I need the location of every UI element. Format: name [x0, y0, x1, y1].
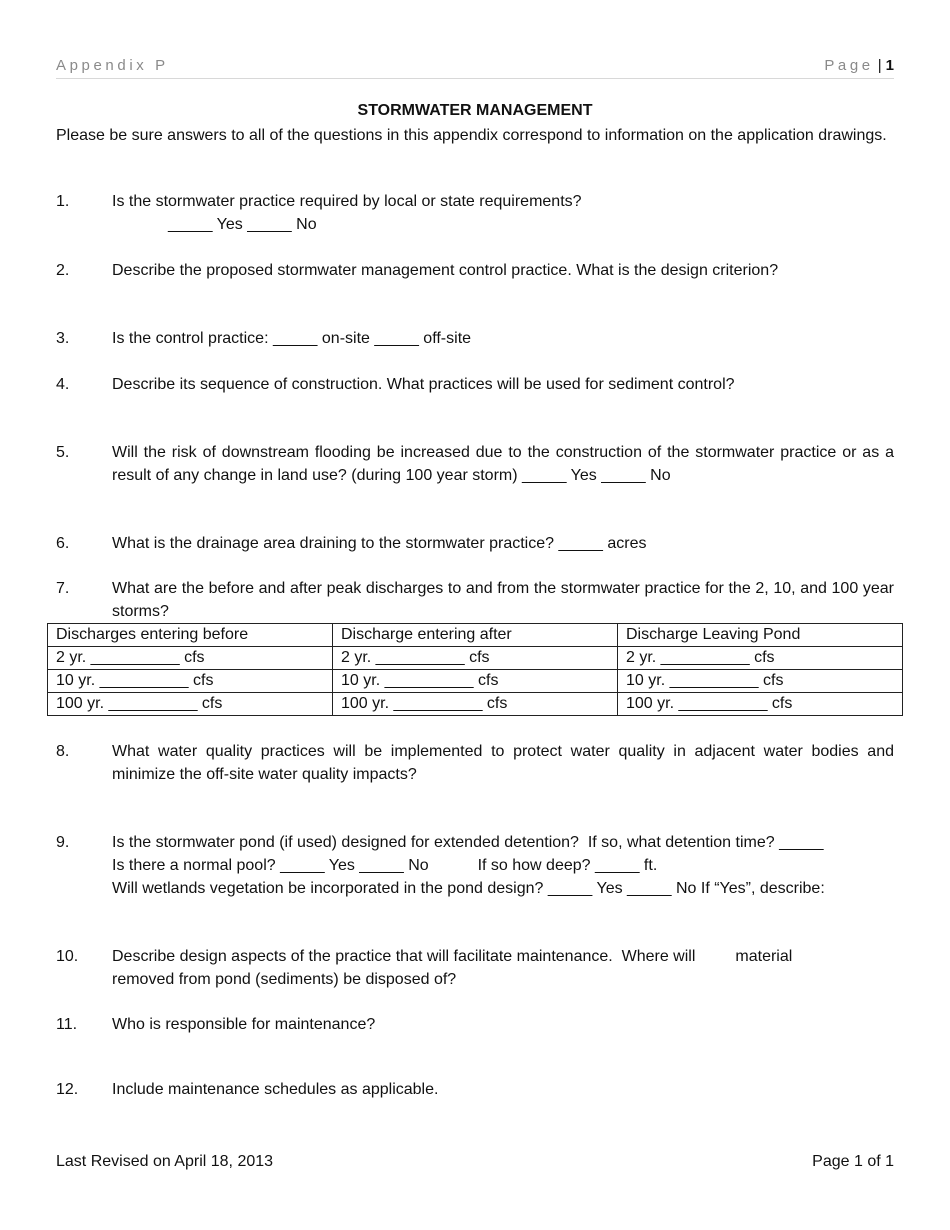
table-cell: 2 yr. __________ cfs — [333, 647, 618, 670]
question-text: What are the before and after peak discharges to and from the stormwater practice for the 2, 10, and 100 year storms? — [112, 580, 894, 620]
table-header-cell: Discharges entering before — [48, 624, 333, 647]
table-row — [48, 647, 903, 670]
question-10 — [56, 945, 894, 991]
question-4 — [56, 373, 894, 396]
question-9 — [56, 831, 894, 900]
question-number: 11. — [56, 1016, 78, 1033]
question-text: Describe its sequence of construction. What practices will be used for sediment control? — [112, 376, 735, 393]
question-number: 5. — [56, 444, 70, 461]
question-7 — [56, 577, 894, 623]
question-number: 7. — [56, 580, 70, 597]
question-1 — [56, 190, 894, 236]
question-text: Include maintenance schedules as applicable. — [112, 1081, 439, 1098]
table-cell: 2 yr. __________ cfs — [48, 647, 333, 670]
question-text: Is the control practice: _____ on-site _____ off-site — [112, 330, 472, 347]
table-row — [48, 693, 903, 716]
header-appendix-label: Appendix P — [56, 57, 169, 74]
table-header-row — [48, 624, 903, 647]
table-cell: 10 yr. __________ cfs — [618, 670, 903, 693]
table-cell: 10 yr. __________ cfs — [48, 670, 333, 693]
question-number: 1. — [56, 193, 70, 210]
question-number: 8. — [56, 743, 70, 760]
question-text: Describe the proposed stormwater management control practice. What is the design criterion? — [112, 262, 779, 279]
question-number: 4. — [56, 376, 70, 393]
question-number: 3. — [56, 330, 70, 347]
table-cell: 2 yr. __________ cfs — [618, 647, 903, 670]
discharge-table — [47, 623, 903, 716]
table-cell: 10 yr. __________ cfs — [333, 670, 618, 693]
question-number: 12. — [56, 1081, 79, 1098]
question-yes-no: _____ Yes _____ No — [168, 216, 317, 233]
page-title: STORMWATER MANAGEMENT — [357, 102, 593, 119]
table-cell: 100 yr. __________ cfs — [333, 693, 618, 716]
question-2 — [56, 259, 894, 282]
question-line: Will wetlands vegetation be incorporated in the pond design? _____ Yes _____ No If “Yes”, describe: — [112, 880, 825, 897]
table-header-cell: Discharge Leaving Pond — [618, 624, 903, 647]
question-11 — [56, 1013, 894, 1036]
header-page-number: 1 — [885, 57, 894, 74]
question-number: 9. — [56, 834, 70, 851]
question-text: What water quality practices will be implemented to protect water quality in adjacent water bodies and minimize the off-site water quality impacts? — [112, 743, 894, 783]
table-cell: 100 yr. __________ cfs — [618, 693, 903, 716]
question-line: Is the stormwater pond (if used) designed for extended detention? If so, what detention time? _____ — [112, 834, 824, 851]
header-page-word: Page — [824, 57, 874, 74]
question-8 — [56, 740, 894, 786]
question-6 — [56, 532, 894, 555]
table-header-cell: Discharge entering after — [333, 624, 618, 647]
question-text: Is the stormwater practice required by local or state requirements? — [112, 193, 582, 210]
question-3 — [56, 327, 894, 350]
footer-revised-date: Last Revised on April 18, 2013 — [56, 1153, 274, 1170]
header-rule — [56, 78, 894, 79]
header-separator: | — [877, 57, 882, 74]
header-page-label — [824, 57, 894, 74]
question-text: Will the risk of downstream flooding be increased due to the construction of the stormwater practice or as a result of any change in land use? (during 100 year storm) _____ Yes _____ No — [112, 444, 894, 484]
question-12 — [56, 1078, 894, 1101]
question-number: 2. — [56, 262, 70, 279]
question-text: Who is responsible for maintenance? — [112, 1016, 376, 1033]
intro-paragraph: Please be sure answers to all of the questions in this appendix correspond to information on the application drawings. — [56, 127, 887, 144]
question-number: 6. — [56, 535, 70, 552]
question-line: Is there a normal pool? _____ Yes _____ No If so how deep? _____ ft. — [112, 857, 658, 874]
footer-page-count: Page 1 of 1 — [812, 1153, 894, 1170]
question-number: 10. — [56, 948, 79, 965]
question-text: What is the drainage area draining to the stormwater practice? _____ acres — [112, 535, 647, 552]
table-cell: 100 yr. __________ cfs — [48, 693, 333, 716]
table-row — [48, 670, 903, 693]
question-5 — [56, 441, 894, 487]
question-text: Describe design aspects of the practice that will facilitate maintenance. Where will material removed from pond (sediments) be disposed of? — [112, 948, 797, 988]
